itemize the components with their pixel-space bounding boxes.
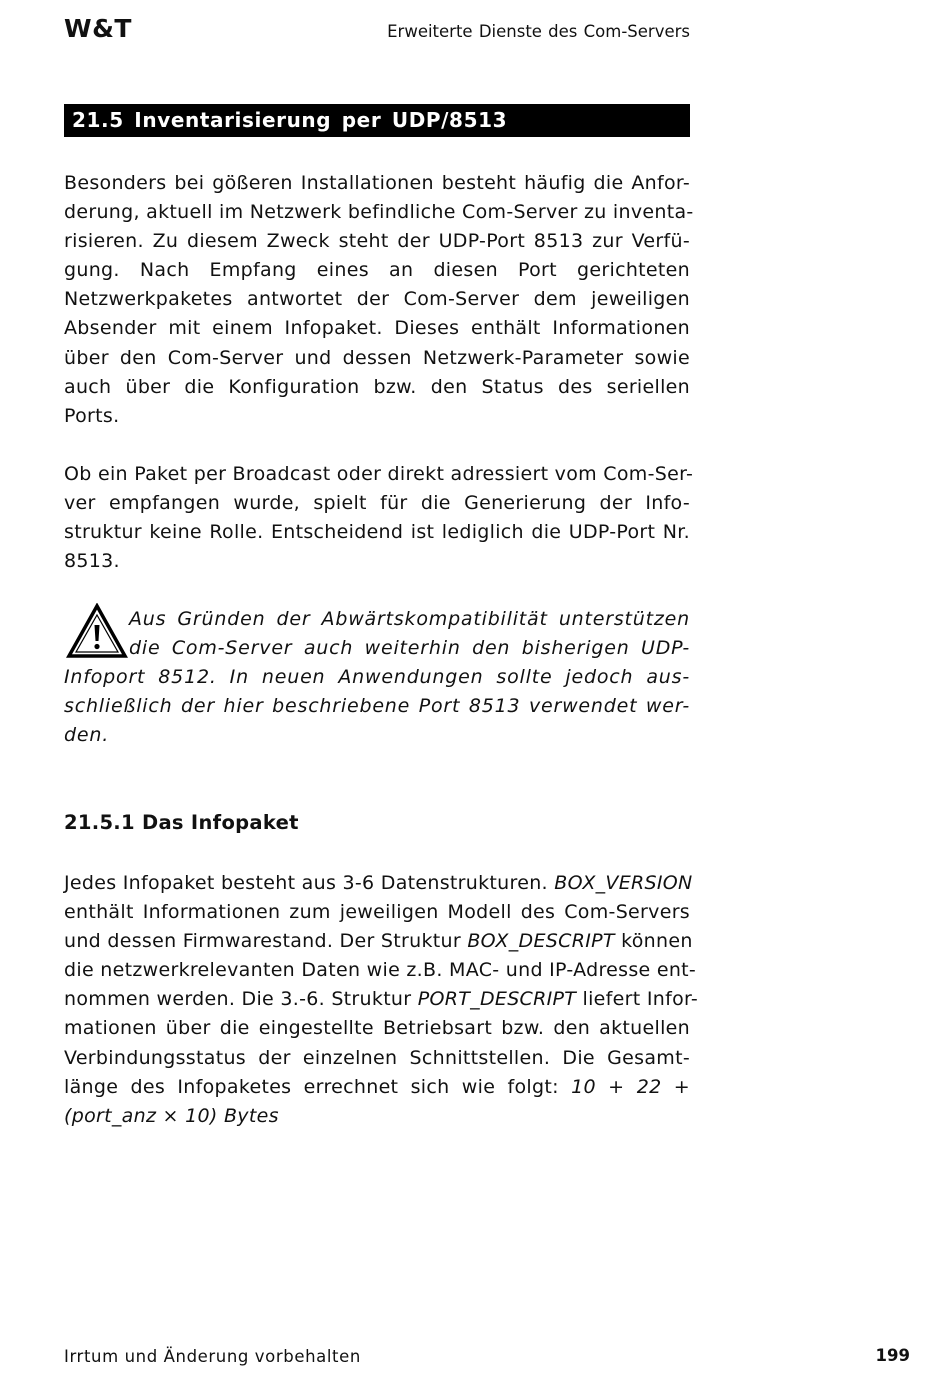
paragraph-infopaket xyxy=(64,869,699,1131)
note-line: die Com-Server auch weiterhin den bisherigen UDP- xyxy=(129,637,690,660)
text-line: 8513. xyxy=(64,550,120,573)
text-line xyxy=(64,1073,690,1102)
text-line: Besonders bei gößeren Installationen besteht häufig die Anfor- xyxy=(64,172,690,194)
section-heading: 21.5 Inventarisierung per UDP/8513 xyxy=(64,104,690,137)
text-line: struktur keine Rolle. Entscheidend ist lediglich die UDP-Port Nr. xyxy=(64,521,690,544)
running-header: Erweiterte Dienste des Com-Servers xyxy=(387,22,690,41)
text-run: Jedes Infopaket besteht aus 3-6 Datenstrukturen. xyxy=(64,872,555,894)
note-line: Infoport 8512. In neuen Anwendungen sollte jedoch aus- xyxy=(64,666,690,689)
text-line: gung. Nach Empfang eines an diesen Port gerichteten xyxy=(64,259,690,282)
formula: 10 + 22 + xyxy=(571,1075,690,1098)
text-run: nommen werden. Die 3.-6. Struktur xyxy=(64,988,418,1011)
text-line: Netzwerkpaketes antwortet der Com-Server dem jeweiligen xyxy=(64,288,690,311)
note-line: Aus Gründen der Abwärtskompatibilität unterstützen xyxy=(129,608,690,630)
text-run: liefert Infor- xyxy=(576,988,699,1011)
text-line: risieren. Zu diesem Zweck steht der UDP-Port 8513 zur Verfü- xyxy=(64,230,690,253)
note-line: schließlich der hier beschriebene Port 8513 verwendet wer- xyxy=(64,695,690,718)
text-line xyxy=(64,869,693,898)
page-number: 199 xyxy=(875,1346,910,1365)
text-run: länge des Infopaketes errechnet sich wie folgt: xyxy=(64,1075,572,1098)
text-run: können xyxy=(614,930,693,953)
text-line xyxy=(64,985,699,1014)
subsection-heading: 21.5.1 Das Infopaket xyxy=(64,811,299,834)
paragraph-intro xyxy=(64,169,694,431)
text-line: mationen über die eingestellte Betriebsart bzw. den aktuellen xyxy=(64,1017,690,1040)
text-line: Ports. xyxy=(64,404,120,427)
text-line: Ob ein Paket per Broadcast oder direkt adressiert vom Com-Ser- xyxy=(64,463,694,485)
brand-logo: W&T xyxy=(64,14,132,43)
text-line xyxy=(64,1102,690,1131)
formula: (port_anz × 10) Bytes xyxy=(64,1104,279,1127)
text-line xyxy=(64,927,693,956)
text-line: auch über die Konfiguration bzw. den Status des seriellen xyxy=(64,375,690,398)
text-line: die netzwerkrelevanten Daten wie z.B. MAC- und IP-Adresse ent- xyxy=(64,959,697,982)
struct-name: BOX_DESCRIPT xyxy=(467,930,615,953)
footer-disclaimer: Irrtum und Änderung vorbehalten xyxy=(64,1347,361,1366)
note-line: den. xyxy=(64,724,110,747)
text-line: derung, aktuell im Netzwerk befindliche Com-Server zu inventa- xyxy=(64,201,694,224)
text-line: Absender mit einem Infopaket. Dieses enthält Informationen xyxy=(64,317,690,340)
text-line: ver empfangen wurde, spielt für die Generierung der Info- xyxy=(64,492,690,515)
text-line: über den Com-Server und dessen Netzwerk-Parameter sowie xyxy=(64,346,690,369)
text-line: enthält Informationen zum jeweiligen Modell des Com-Servers xyxy=(64,901,690,924)
compatibility-note xyxy=(64,605,690,750)
struct-name: BOX_VERSION xyxy=(554,872,693,894)
text-run: und dessen Firmwarestand. Der Struktur xyxy=(64,930,468,953)
text-line: Verbindungsstatus der einzelnen Schnittstellen. Die Gesamt- xyxy=(64,1046,690,1069)
struct-name: PORT_DESCRIPT xyxy=(417,988,577,1011)
paragraph-broadcast xyxy=(64,460,694,576)
